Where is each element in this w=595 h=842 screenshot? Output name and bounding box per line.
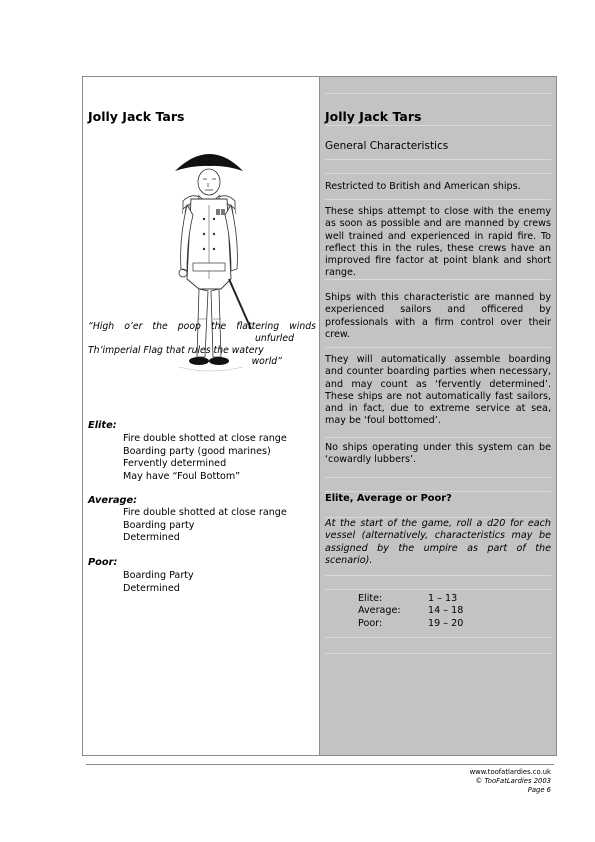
paragraph: Ships with this characteristic are manned by experienced sailors and officered by professionals with a firm control over their crew.: [325, 292, 551, 340]
paragraph: Restricted to British and American ships.: [325, 181, 521, 192]
left-title: Jolly Jack Tars: [88, 109, 185, 124]
subtitle: General Characteristics: [325, 140, 449, 152]
paragraph: They will automatically assemble boarding and counter boarding parties when necessary, and may count as ‘fervently determined’. These ships are not automatically fast sailors, and in fact, due to extreme service at sea, may be ‘foul bottomed’.: [325, 354, 551, 427]
grade-label-average: Average:: [88, 495, 138, 506]
grade-item: Determined: [123, 532, 180, 544]
section-text: At the start of the game, roll a d20 for each vessel (alternatively, characteristics may be assigned by the umpire as part of the scenario).: [325, 518, 551, 566]
paragraph: No ships operating under this system can be ‘cowardly lubbers’.: [325, 442, 551, 466]
row-line: [325, 93, 551, 94]
section-heading: Elite, Average or Poor?: [325, 493, 452, 504]
grade-item: May have “Foul Bottom”: [123, 470, 241, 482]
row-line: [325, 589, 551, 590]
quote-line: unfurled: [255, 332, 294, 344]
dice-label: Poor:: [358, 617, 383, 629]
dice-row: [358, 593, 463, 605]
row-line: [325, 199, 551, 200]
dice-label: Elite:: [358, 593, 383, 604]
grade-item: Boarding party (good marines): [123, 445, 271, 457]
row-line: [325, 437, 551, 438]
grade-label-elite: Elite:: [88, 420, 117, 431]
dice-range: 14 – 18: [428, 605, 464, 617]
grade-item: Boarding Party: [123, 570, 194, 581]
right-column: [320, 77, 556, 755]
left-column: [83, 77, 320, 755]
dice-range: 19 – 20: [428, 617, 464, 629]
quote-line: Th’imperial Flag that rules the watery: [88, 344, 264, 356]
page-footer: [470, 768, 551, 795]
dice-row: [358, 618, 463, 630]
grade-list-poor: [123, 570, 194, 595]
row-line: [325, 125, 551, 126]
row-line: [325, 159, 551, 160]
grade-item: Boarding party: [123, 519, 195, 531]
paragraph: These ships attempt to close with the enemy as soon as possible and are manned by crews well trained and experienced in rapid fire. To reflect this in the rules, these crews have an improved fire factor at point blank and short range.: [325, 206, 551, 279]
grade-item: Fire double shotted at close range: [123, 507, 287, 518]
quote-line: “High o’er the poop the flattering winds: [88, 321, 316, 332]
row-line: [325, 653, 551, 654]
footer-page-number: Page 6: [527, 786, 551, 794]
right-title: Jolly Jack Tars: [325, 109, 422, 124]
footer-copyright: © TooFatLardies 2003: [475, 777, 551, 785]
row-line: [325, 477, 551, 478]
footer-divider: [86, 764, 554, 765]
page-frame: [82, 76, 557, 756]
dice-table: [358, 593, 463, 630]
row-line: [325, 491, 551, 492]
grade-list-average: [123, 507, 287, 545]
grade-item: Fire double shotted at close range: [123, 433, 287, 444]
row-line: [325, 347, 551, 348]
grade-item: Determined: [123, 582, 180, 594]
row-line: [325, 637, 551, 638]
grade-list-elite: [123, 433, 287, 483]
dice-range: 1 – 13: [428, 593, 458, 604]
grade-label-poor: Poor:: [88, 557, 118, 568]
dice-label: Average:: [358, 605, 401, 617]
row-line: [325, 575, 551, 576]
row-line: [325, 173, 551, 174]
quote-line: world”: [251, 356, 282, 368]
poem-quote: [88, 321, 316, 368]
footer-url[interactable]: www.toofatlardies.co.uk: [469, 768, 551, 776]
grade-item: Fervently determined: [123, 458, 227, 470]
dice-row: [358, 605, 463, 617]
